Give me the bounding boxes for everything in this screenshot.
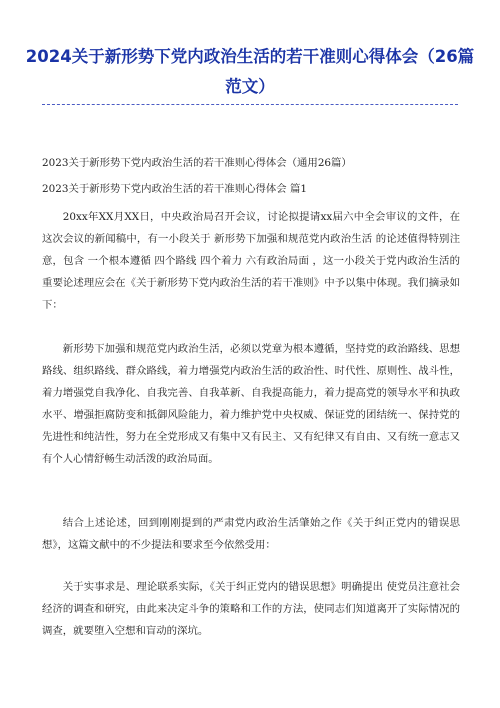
document-title: 2024关于新形势下党内政治生活的若干准则心得体会（26篇范文） — [25, 47, 475, 96]
paragraph-3: 结合上述论述，回到刚刚提到的严肃党内政治生活肇始之作《关于纠正党内的错误思想》，这篇文献中的不少提法和要求至今依然受用： — [42, 517, 460, 551]
paragraph-2: 新形势下加强和规范党内政治生活，必须以党章为根本遵循，坚持党的政治路线、思想路线、组织路线、群众路线，着力增强党内政治生活的政治性、时代性、原则性、战斗性，着力增强党自我净化、自我完善、自我革新、自我提高能力，着力提高党的领导水平和执政水平、增强拒腐防变和抵御风险能力，着力维护党中央权威、保证党的团结统一、保持党的先进性和纯洁性，努力在全党形成又有集中又有民主、又有纪律又有自由、又有统一意志又有个人心情舒畅生动活泼的政治局面。 — [42, 343, 460, 465]
paragraph-4: 关于实事求是、理论联系实际，《关于纠正党内的错误思想》明确提出 使党员注意社会经济的调查和研究，由此来决定斗争的策略和工作的方法，使同志们知道离开了实际情况的调查，就要堕入空想和盲动的深坑。 — [42, 581, 460, 637]
title-divider — [42, 104, 458, 105]
paragraph-1: 20xx年XX月XX日，中央政治局召开会议，讨论拟提请xx届六中全会审议的文件，在这次会议的新闻稿中，有一小段关于 新形势下加强和规范党内政治生活 的论述值得特别注意，包含 一个根本遵循 四个路线 四个着力 六有政治局面 ，这一小段关于党内政治生活的重要论述理应会在《关于新形势下党内政治生活的若干准则》中予以集中体现。我们摘录如下： — [42, 211, 460, 311]
intro-line-collection-title: 2023关于新形势下党内政治生活的若干准则心得体会（通用26篇） — [42, 157, 352, 169]
intro-line-article-heading: 2023关于新形势下党内政治生活的若干准则心得体会 篇1 — [42, 183, 307, 195]
